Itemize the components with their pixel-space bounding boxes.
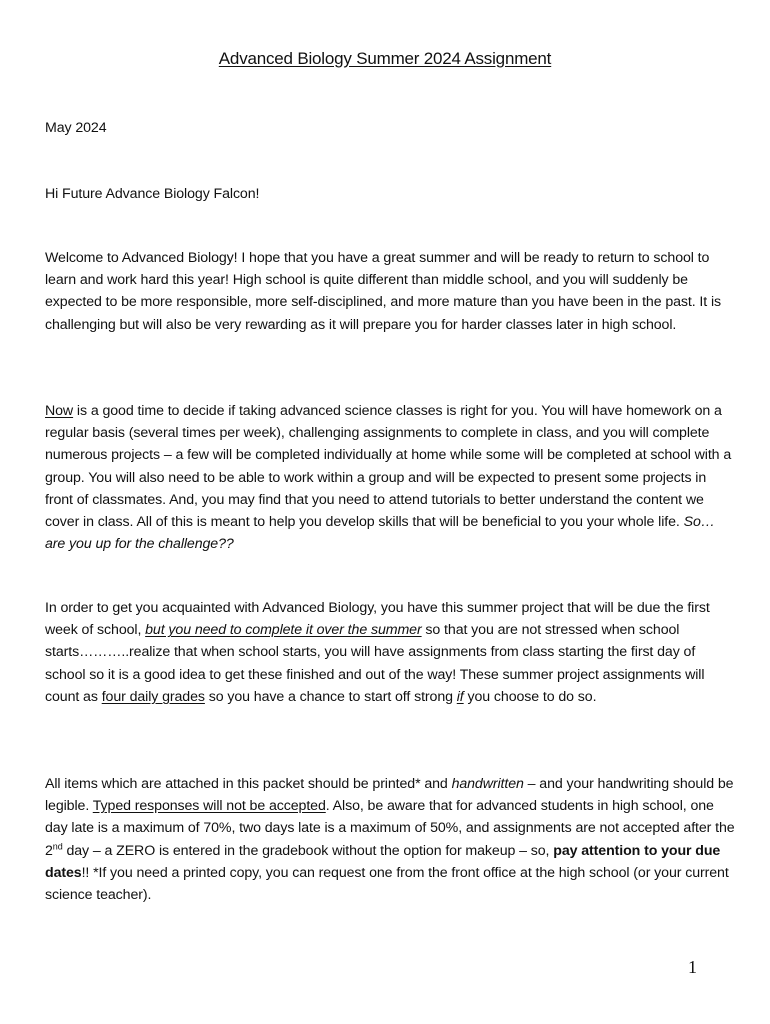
greeting: Hi Future Advance Biology Falcon! <box>45 186 260 202</box>
requirements-text-3: . Also, be aware that for advanced students in high school, one day late is a maximum of 70%, two days late is a maximum of 50%, and assignments are not accepted after the 2 <box>45 798 735 859</box>
requirements-text-1: All items which are attached in this packet should be printed* and <box>45 776 452 792</box>
document-date: May 2024 <box>45 120 107 136</box>
summer-project-text-1: In order to get you acquainted with Advanced Biology, you have this summer project that will be due the first week of school, <box>45 600 710 639</box>
requirements-text-4: day – a ZERO is entered in the gradebook without the option for makeup – so, <box>62 842 554 859</box>
summer-project-text-4: you choose to do so. <box>463 688 597 705</box>
due-dates-emphasis: pay attention to your due dates <box>45 842 721 881</box>
summer-project-paragraph <box>45 597 735 708</box>
summer-project-text-3: so you have a chance to start off strong <box>204 688 457 705</box>
document-title: Advanced Biology Summer 2024 Assignment <box>218 49 552 68</box>
expectations-paragraph <box>45 400 735 555</box>
requirements-paragraph <box>45 773 735 906</box>
now-emphasis: Now <box>45 403 74 419</box>
handwritten-emphasis: handwritten <box>451 776 524 792</box>
ordinal-suffix: nd <box>52 840 63 851</box>
challenge-question: So…are you up for the challenge?? <box>45 514 715 553</box>
typed-responses-emphasis: Typed responses will not be accepted <box>92 798 326 815</box>
expectations-text: is a good time to decide if taking advanced science classes is right for you. You will have homework on a regular basis (several times per week), challenging assignments to complete in class, and you will complete numerous projects – a few will be completed individually at home while some will be completed at school with a group. You will also need to be able to work within a group and will be expected to present some projects in front of classmates. And, you may find that you need to attend tutorials to better understand the content we cover in class. All of this is meant to help you develop skills that will be beneficial to you your whole life. <box>45 403 732 531</box>
if-emphasis: if <box>456 688 464 705</box>
welcome-paragraph: Welcome to Advanced Biology! I hope that you have a great summer and will be ready to return to school to learn and work hard this year! High school is quite different than middle school, and you will suddenly be expected to be more responsible, more self-disciplined, and more mature than you have been in the past. It is challenging but will also be very rewarding as it will prepare you for harder classes later in high school. <box>45 250 722 333</box>
page-number: 1 <box>688 957 697 977</box>
complete-over-summer-emphasis: but you need to complete it over the summer <box>145 622 422 639</box>
requirements-text-2: – and your handwriting should be legible. <box>45 776 734 815</box>
summer-project-text-2: so that you are not stressed when school starts………..realize that when school starts, you will have assignments from class starting the first day of school so it is a good idea to get these finished and out of the way! These summer project assignments will count as <box>45 622 705 705</box>
daily-grades-emphasis: four daily grades <box>101 688 205 705</box>
requirements-text-5: !! *If you need a printed copy, you can request one from the front office at the high school (or your current science teacher). <box>45 864 729 904</box>
